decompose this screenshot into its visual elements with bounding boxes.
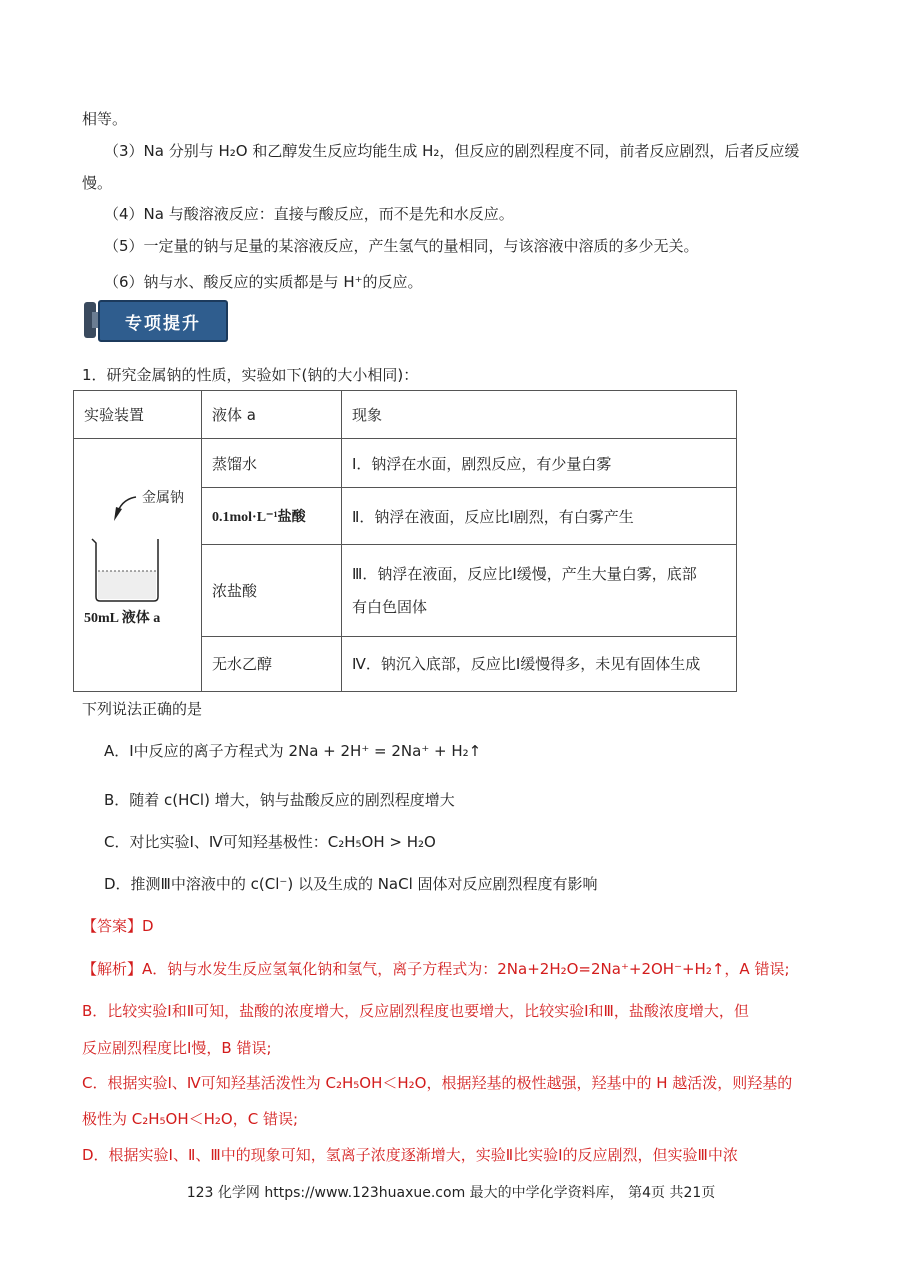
analysis-line-6: D．根据实验Ⅰ、Ⅱ、Ⅲ中的现象可知，氢离子浓度逐渐增大，实验Ⅱ比实验Ⅰ的反应剧烈，但实验Ⅲ中浓 (82, 1146, 738, 1164)
intro-point-5: （5）一定量的钠与足量的某溶液反应，产生氢气的量相同，与该溶液中溶质的多少无关。 (104, 237, 699, 255)
phenomenon-2: Ⅱ．钠浮在液面，反应比Ⅰ剧烈，有白雾产生 (342, 488, 737, 544)
analysis-line-3: 反应剧烈程度比Ⅰ慢，B 错误; (82, 1039, 272, 1057)
option-c: C．对比实验Ⅰ、Ⅳ可知羟基极性：C₂H₅OH > H₂O (104, 833, 436, 851)
phenomenon-4: Ⅳ．钠沉入底部，反应比Ⅰ缓慢得多，未见有固体生成 (342, 636, 737, 691)
arrow-line (119, 497, 136, 509)
intro-point-6: （6）钠与水、酸反应的实质都是与 H⁺的反应。 (104, 273, 423, 291)
liquid-1: 蒸馏水 (202, 439, 342, 488)
liquid-2: 0.1mol·L⁻¹盐酸 (202, 488, 342, 544)
intro-point-4: （4）Na 与酸溶液反应：直接与酸反应，而不是先和水反应。 (104, 205, 514, 223)
phenomenon-3 (342, 544, 737, 636)
apparatus-cell (74, 439, 202, 692)
phenomenon-3-line-1: Ⅲ．钠浮在液面，反应比Ⅰ缓慢，产生大量白雾，底部 (352, 565, 697, 584)
analysis-line-1: 【解析】A．钠与水发生反应氢氧化钠和氢气，离子方程式为：2Na+2H₂O=2Na⁺+2OH⁻+H₂↑，A 错误; (82, 960, 790, 978)
experiment-table (73, 390, 737, 692)
section-title: 专项提升 (98, 300, 228, 342)
option-d: D．推测Ⅲ中溶液中的 c(Cl⁻) 以及生成的 NaCl 固体对反应剧烈程度有影响 (104, 875, 598, 893)
phenomenon-1: Ⅰ．钠浮在水面，剧烈反应，有少量白雾 (342, 439, 737, 488)
option-b: B．随着 c(HCl) 增大，钠与盐酸反应的剧烈程度增大 (104, 791, 455, 809)
table-header-row (74, 391, 737, 439)
option-a: A．Ⅰ中反应的离子方程式为 2Na + 2H⁺ = 2Na⁺ + H₂↑ (104, 742, 482, 760)
intro-line-1: 相等。 (82, 110, 128, 128)
question-prompt: 下列说法正确的是 (82, 700, 203, 718)
liquid-4: 无水乙醇 (202, 636, 342, 691)
beaker-diagram (74, 439, 201, 691)
intro-point-3-cont: 慢。 (82, 174, 113, 192)
page-footer: 123 化学网 https://www.123huaxue.com 最大的中学化学资料库， 第4页 共21页 (186, 1185, 716, 1201)
analysis-line-5: 极性为 C₂H₅OH＜H₂O，C 错误; (82, 1110, 299, 1128)
analysis-line-2: B．比较实验Ⅰ和Ⅱ可知，盐酸的浓度增大，反应剧烈程度也要增大，比较实验Ⅰ和Ⅲ，盐酸浓度增大，但 (82, 1002, 749, 1020)
question-stem: 1．研究金属钠的性质，实验如下(钠的大小相同)： (82, 366, 419, 384)
intro-point-3: （3）Na 分别与 H₂O 和乙醇发生反应均能生成 H₂，但反应的剧烈程度不同，前者反应剧烈，后者反应缓 (104, 142, 800, 160)
table-row (74, 439, 737, 488)
liquid-3: 浓盐酸 (202, 544, 342, 636)
answer-label: 【答案】D (82, 917, 154, 935)
beaker-liquid (98, 571, 156, 599)
label-liquid: 50mL 液体 a (84, 611, 161, 626)
header-phenomenon: 现象 (342, 391, 737, 439)
section-banner (84, 298, 226, 342)
arrow-head-icon (114, 507, 122, 521)
label-sodium: 金属钠 (142, 491, 184, 506)
analysis-line-4: C．根据实验Ⅰ、Ⅳ可知羟基活泼性为 C₂H₅OH＜H₂O，根据羟基的极性越强，羟基中的 H 越活泼，则羟基的 (82, 1074, 793, 1092)
header-apparatus: 实验装置 (74, 391, 202, 439)
phenomenon-3-line-2: 有白色固体 (352, 598, 428, 617)
header-liquid: 液体 a (202, 391, 342, 439)
